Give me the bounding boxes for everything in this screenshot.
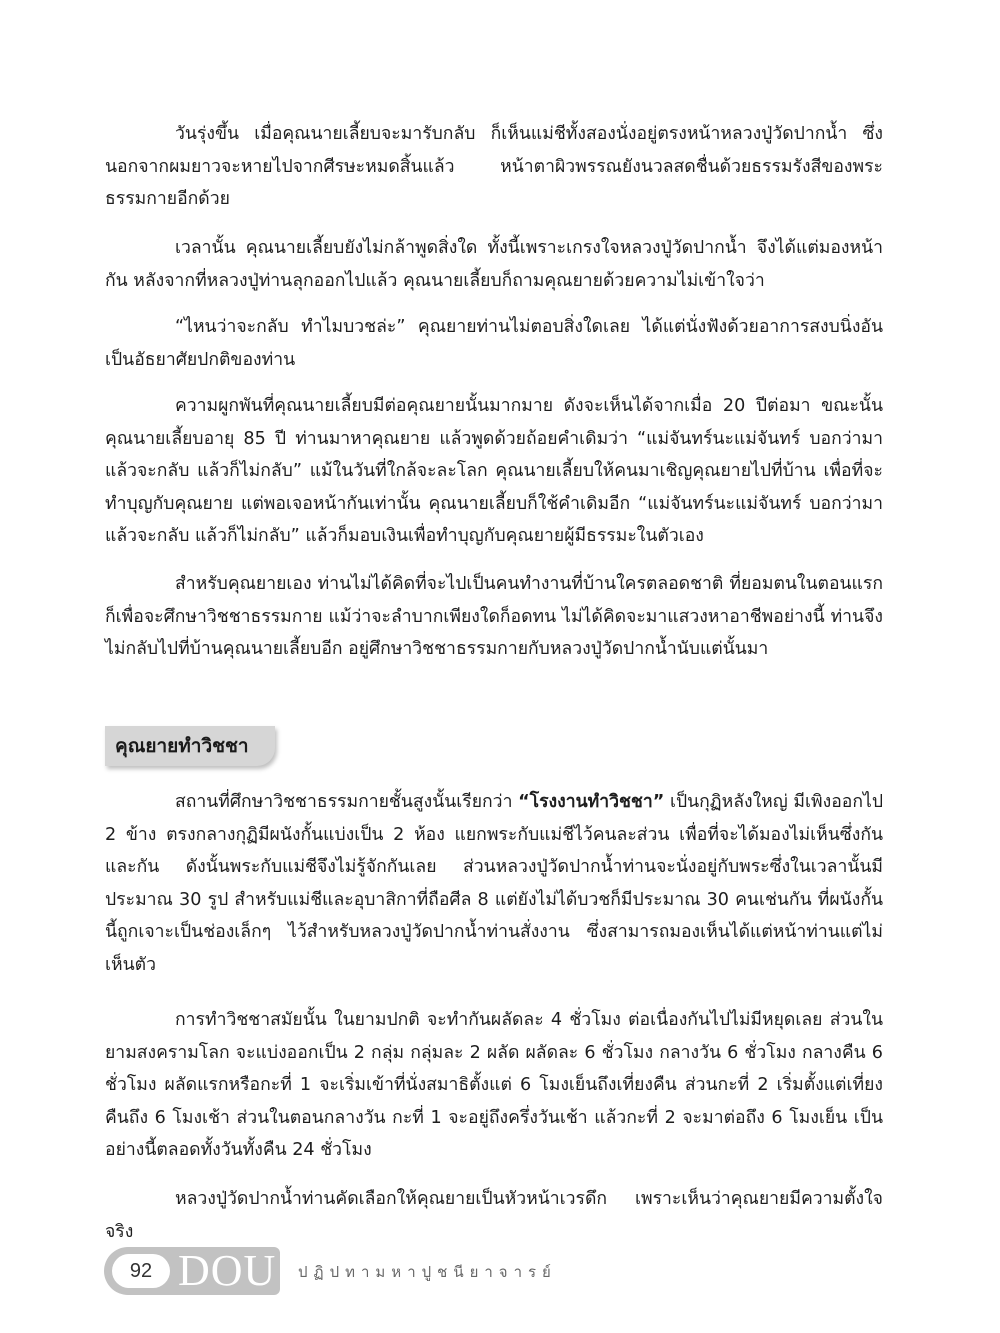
section-title: คุณยายทำวิชชา bbox=[115, 735, 249, 757]
paragraph-6-bold-term: “โรงงานทำวิชชา” bbox=[518, 792, 665, 812]
paragraph-6-lead: สถานที่ศึกษาวิชชาธรรมกายชั้นสูงนั้นเรียกว่า bbox=[175, 792, 519, 812]
page-number: 92 bbox=[112, 1254, 170, 1288]
paragraph-6-rest: เป็นกุฏิหลังใหญ่ มีเพิงออกไป 2 ข้าง ตรงกลางกุฏิมีผนังกั้นแบ่งเป็น 2 ห้อง แยกพระกับแม่ชีไว้คนละส่วน เพื่อที่จะได้มองไม่เห็นซึ่งกันและกัน ดังนั้นพระกับแม่ชีจึงไม่รู้จักกันเลย ส่วนหลวงปู่วัดปากน้ำท่านจะนั่งอยู่กับพระซึ่งในเวลานั้นมีประมาณ 30 รูป สำหรับแม่ชีและอุบาสิกาที่ถือศีล 8 แต่ยังไม่ได้บวชก็มีประมาณ 30 คนเช่นกัน ที่ผนังกั้นนี้ถูกเจาะเป็นช่องเล็กๆ ไว้สำหรับหลวงปู่วัดปากน้ำท่านสั่งงาน ซึ่งสามารถมองเห็นได้แต่หน้าท่านแต่ไม่เห็นตัว bbox=[105, 792, 883, 975]
running-footer-title: ปฏิปทามหาปูชนียาจารย์ bbox=[298, 1263, 557, 1281]
paragraph-4: ความผูกพันที่คุณนายเลี้ยบมีต่อคุณยายนั้นมากมาย ดังจะเห็นได้จากเมื่อ 20 ปีต่อมา ขณะนั้นคุณนายเลี้ยบอายุ 85 ปี ท่านมาหาคุณยาย แล้วพูดด้วยถ้อยคำเดิมว่า “แม่จันทร์นะแม่จันทร์ บอกว่ามาแล้วจะกลับ แล้วก็ไม่กลับ” แม้ในวันที่ใกล้จะละโลก คุณนายเลี้ยบให้คนมาเชิญคุณยายไปที่บ้าน เพื่อที่จะทำบุญกับคุณยาย แต่พอเจอหน้ากันเท่านั้น คุณนายเลี้ยบก็ใช้คำเดิมอีก “แม่จันทร์นะแม่จันทร์ บอกว่ามาแล้วจะกลับ แล้วก็ไม่กลับ” แล้วก็มอบเงินเพื่อทำบุญกับคุณยายผู้มีธรรมะในตัวเอง bbox=[105, 396, 883, 547]
paragraph-6 bbox=[105, 786, 883, 982]
section-heading-tab bbox=[105, 726, 275, 766]
paragraph-8: หลวงปู่วัดปากน้ำท่านคัดเลือกให้คุณยายเป็นหัวหน้าเวรดึก เพราะเห็นว่าคุณยายมีความตั้งใจจริง bbox=[105, 1189, 883, 1242]
paragraph-7: การทำวิชชาสมัยนั้น ในยามปกติ จะทำกันผลัดละ 4 ชั่วโมง ต่อเนื่องกันไปไม่มีหยุดเลย ส่วนในยามสงครามโลก จะแบ่งออกเป็น 2 กลุ่ม กลุ่มละ 2 ผลัด ผลัดละ 6 ชั่วโมง กลางวัน 6 ชั่วโมง กลางคืน 6 ชั่วโมง ผลัดแรกหรือกะที่ 1 จะเริ่มเข้าที่นั่งสมาธิตั้งแต่ 6 โมงเย็นถึงเที่ยงคืน ส่วนกะที่ 2 เริ่มตั้งแต่เที่ยงคืนถึง 6 โมงเช้า ส่วนในตอนกลางวัน กะที่ 1 จะอยู่ถึงครึ่งวันเช้า แล้วกะที่ 2 จะมาต่อถึง 6 โมงเย็น เป็นอย่างนี้ตลอดทั้งวันทั้งคืน 24 ชั่วโมง bbox=[105, 1010, 883, 1161]
paragraph-3: “ไหนว่าจะกลับ ทำไมบวชล่ะ” คุณยายท่านไม่ตอบสิ่งใดเลย ได้แต่นั่งฟังด้วยอาการสงบนิ่งอันเป็นอัธยาศัยปกติของท่าน bbox=[105, 317, 883, 370]
footer-badge bbox=[104, 1247, 280, 1295]
paragraph-5: สำหรับคุณยายเอง ท่านไม่ได้คิดที่จะไปเป็นคนทำงานที่บ้านใครตลอดชาติ ที่ยอมตนในตอนแรกก็เพื่อจะศึกษาวิชชาธรรมกาย แม้ว่าจะลำบากเพียงใดก็อดทน ไม่ได้คิดจะมาแสวงหาอาชีพอย่างนี้ ท่านจึงไม่กลับไปที่บ้านคุณนายเลี้ยบอีก อยู่ศึกษาวิชชาธรรมกายกับหลวงปู่วัดปากน้ำนับแต่นั้นมา bbox=[105, 574, 883, 660]
paragraph-2: เวลานั้น คุณนายเลี้ยบยังไม่กล้าพูดสิ่งใด ทั้งนี้เพราะเกรงใจหลวงปู่วัดปากน้ำ จึงได้แต่มองหน้ากัน หลังจากที่หลวงปู่ท่านลุกออกไปแล้ว คุณนายเลี้ยบก็ถามคุณยายด้วยความไม่เข้าใจว่า bbox=[105, 238, 883, 291]
dou-logo: DOU bbox=[178, 1246, 277, 1295]
paragraph-1: วันรุ่งขึ้น เมื่อคุณนายเลี้ยบจะมารับกลับ ก็เห็นแม่ชีทั้งสองนั่งอยู่ตรงหน้าหลวงปู่วัดปากน้ำ ซึ่งนอกจากผมยาวจะหายไปจากศีรษะหมดสิ้นแล้ว หน้าตาผิวพรรณยังนวลสดชื่นด้วยธรรมรังสีของพระธรรมกายอีกด้วย bbox=[105, 124, 883, 210]
